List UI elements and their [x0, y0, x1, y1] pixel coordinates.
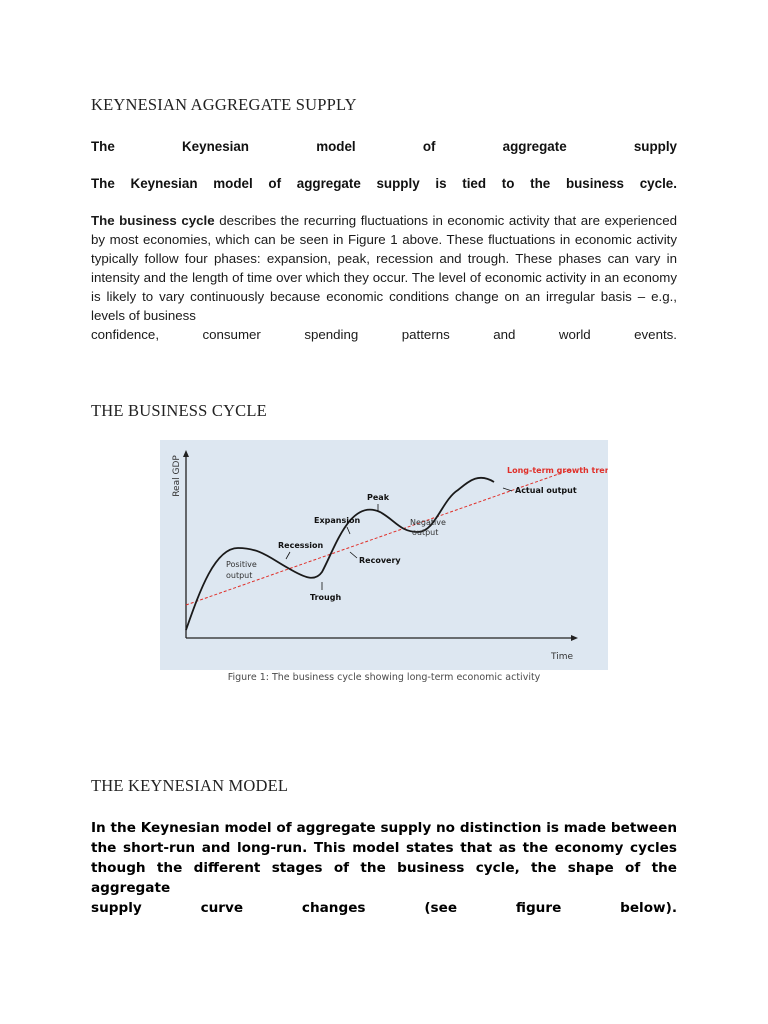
positive-output-label-2: output — [226, 571, 253, 580]
keynesian-model-body: In the Keynesian model of aggregate supply no distinction is made between the short-run and long-run. This model states that as the economy cycles though the different stages of the business cycle, the shape of the aggregate — [91, 820, 677, 896]
line2-word: of — [268, 176, 282, 191]
line-tied-to-cycle — [91, 176, 677, 191]
line2-word: tied — [462, 176, 487, 191]
line1-word: Keynesian — [182, 139, 249, 154]
bold-last-word: curve — [200, 900, 244, 916]
line2-word: to — [501, 176, 515, 191]
bold-last-word: figure — [515, 900, 562, 916]
paragraph-keynesian-model — [91, 818, 677, 918]
x-axis-arrow-icon — [571, 635, 578, 641]
keynesian-model-last-line — [91, 898, 677, 918]
line2-word: business — [565, 176, 625, 191]
line2-word: cycle. — [639, 176, 677, 191]
negative-output-label-1: Negative — [410, 518, 446, 527]
line1-word: supply — [633, 139, 677, 154]
paragraph-last-line — [91, 325, 677, 344]
trend-label: Long-term growth trend — [507, 466, 608, 475]
heading-keynesian-aggregate-supply: KEYNESIAN AGGREGATE SUPPLY — [91, 95, 357, 114]
bold-last-word: changes — [301, 900, 366, 916]
line1-word: aggregate — [502, 139, 567, 154]
para-last-word: confidence, — [91, 327, 160, 342]
line2-word: is — [435, 176, 447, 191]
line2-word: aggregate — [296, 176, 361, 191]
line2-word: Keynesian — [130, 176, 198, 191]
negative-output-label-2: output — [412, 528, 439, 537]
actual-output-curve — [186, 478, 494, 630]
bold-last-word: below). — [620, 900, 677, 916]
line1-word: model — [316, 139, 356, 154]
para-last-word: world — [558, 327, 591, 342]
recession-label: Recession — [278, 541, 324, 550]
recovery-pointer — [350, 552, 357, 558]
y-axis-label: Real GDP — [172, 455, 182, 497]
recovery-label: Recovery — [359, 556, 401, 565]
paragraph-body: describes the recurring fluctuations in economic activity that are experienced by most economies, which can be seen in Figure 1 above. These fluctuations in economic activity typically follow four phases: expansion, peak, recession and trough. These phases can vary in intensity and the length of time over which they occur. The level of economic activity in an economy is likely to vary continuously because economic conditions change on an irregular basis – e.g., levels of business — [91, 213, 677, 323]
line1-word: of — [422, 139, 436, 154]
y-axis-arrow-icon — [183, 450, 189, 457]
bold-last-word: supply — [91, 900, 142, 916]
line2-word: model — [213, 176, 253, 191]
trough-label: Trough — [310, 593, 342, 602]
positive-output-label-1: Positive — [226, 560, 257, 569]
line-model-title — [91, 139, 677, 154]
figure-caption: Figure 1: The business cycle showing long-term economic activity — [227, 672, 541, 683]
line2-word: the — [530, 176, 551, 191]
actual-output-label: Actual output — [515, 486, 577, 495]
para-last-word: consumer — [202, 327, 261, 342]
expansion-pointer — [347, 527, 350, 534]
expansion-label: Expansion — [314, 516, 361, 525]
para-last-word: patterns — [401, 327, 450, 342]
line1-word: The — [91, 139, 115, 154]
actual-output-pointer — [503, 488, 512, 491]
paragraph-business-cycle — [91, 211, 677, 344]
line2-word: The — [91, 176, 115, 191]
peak-label: Peak — [367, 493, 390, 502]
para-last-word: spending — [304, 327, 359, 342]
heading-business-cycle: THE BUSINESS CYCLE — [91, 401, 267, 420]
bold-last-word: (see — [424, 900, 458, 916]
long-term-trend-line — [186, 470, 570, 605]
recession-pointer — [286, 552, 290, 559]
line2-word: supply — [376, 176, 420, 191]
x-axis-label: Time — [550, 652, 574, 662]
para-last-word: and — [493, 327, 516, 342]
business-cycle-figure — [160, 440, 608, 670]
para-last-word: events. — [634, 327, 677, 342]
heading-keynesian-model: THE KEYNESIAN MODEL — [91, 776, 289, 795]
paragraph-lead-term: The business cycle — [91, 213, 215, 228]
business-cycle-diagram — [160, 440, 608, 670]
